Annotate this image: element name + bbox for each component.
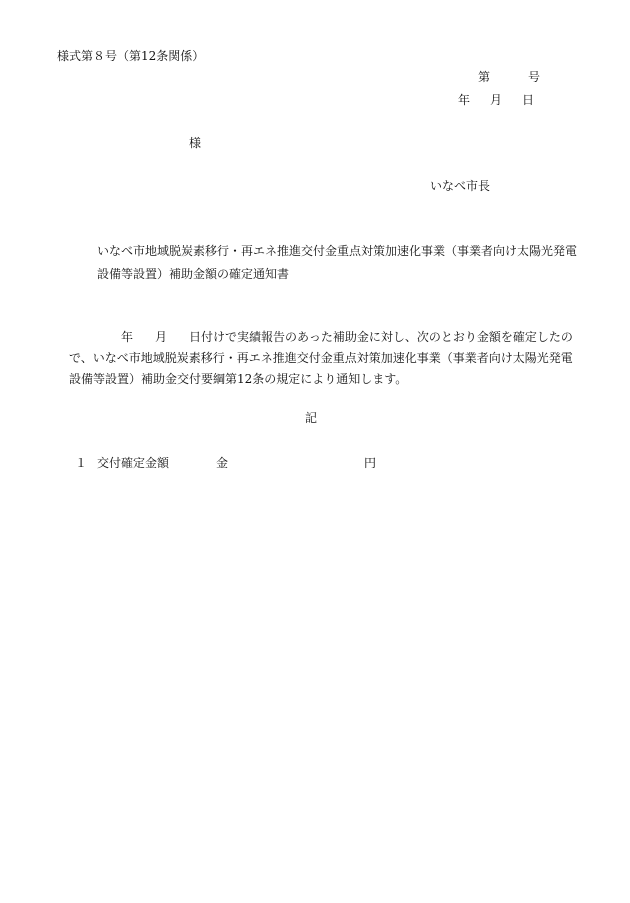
document-title: いなべ市地域脱炭素移行・再エネ推進交付金重点対策加速化事業（事業者向け太陽光発電設備等設置）補助金額の確定通知書	[97, 244, 578, 281]
date-year: 年	[458, 93, 471, 107]
document-number-line	[478, 71, 540, 83]
amount-unit: 円	[364, 456, 377, 470]
doc-number-prefix: 第	[478, 70, 491, 84]
date-day: 日	[522, 93, 535, 107]
form-number-label: 様式第８号（第12条関係）	[57, 49, 205, 63]
date-month: 月	[490, 93, 503, 107]
item-label: 交付確定金額	[97, 456, 170, 470]
date-line	[458, 94, 534, 106]
body-main-text: 日付けで実績報告のあった補助金に対し、次のとおり金額を確定したので、いなべ市地域脱炭素移行・再エネ推進交付金重点対策加速化事業（事業者向け太陽光発電設備等設置）補助金交付要綱第12条の規定により通知します。	[69, 330, 573, 386]
amount-prefix: 金	[216, 456, 229, 470]
addressee-honorific: 様	[189, 136, 202, 150]
item-number: １	[75, 456, 88, 470]
body-month: 月	[155, 330, 168, 344]
issuer-name: いなべ市長	[430, 179, 491, 193]
record-heading: 記	[305, 411, 318, 425]
body-year: 年	[121, 330, 134, 344]
body-paragraph	[69, 327, 584, 390]
doc-number-suffix: 号	[528, 70, 541, 84]
item-row	[75, 457, 376, 469]
